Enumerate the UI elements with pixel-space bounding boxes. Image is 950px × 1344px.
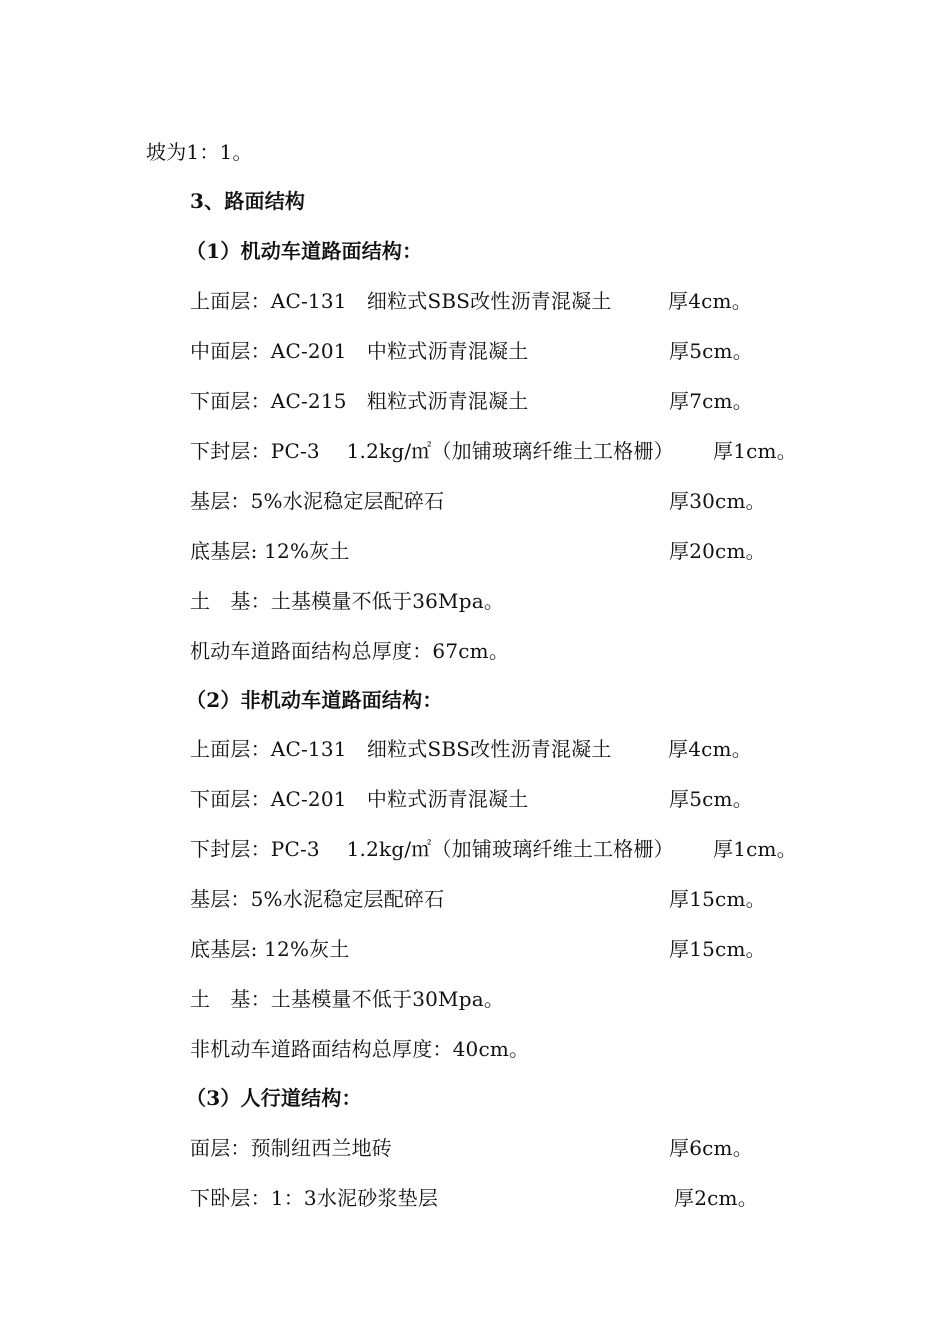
nonmotor-row-base-layer-thickness: 厚15cm。	[669, 887, 766, 911]
group-heading-motor-vehicle: （1）机动车道路面结构：	[186, 239, 423, 263]
nonmotor-row-lower-layer-thickness: 厚5cm。	[669, 787, 753, 811]
nonmotor-row-base-layer-label: 基层：5%水泥稳定层配碎石	[190, 887, 445, 911]
motor-row-seal-layer-thickness: 厚1cm。	[713, 439, 797, 463]
nonmotor-row-subbase-layer-label: 底基层: 12%灰土	[190, 937, 350, 961]
group-heading-sidewalk: （3）人行道结构：	[186, 1086, 362, 1110]
motor-row-seal-layer-label: 下封层：PC-3 1.2kg/㎡（加铺玻璃纤维土工格栅）	[190, 439, 674, 463]
motor-row-subbase-layer-label: 底基层: 12%灰土	[190, 539, 350, 563]
intro-text: 坡为1：1。	[146, 140, 253, 164]
nonmotor-row-seal-layer-label: 下封层：PC-3 1.2kg/㎡（加铺玻璃纤维土工格栅）	[190, 837, 674, 861]
motor-row-subbase-layer-thickness: 厚20cm。	[669, 539, 766, 563]
section-heading: 3、路面结构	[190, 189, 306, 213]
sidewalk-row-bedding-layer-thickness: 厚2cm。	[674, 1186, 758, 1210]
nonmotor-row-subgrade-label: 土 基：土基模量不低于30Mpa。	[190, 987, 505, 1011]
nonmotor-total-thickness: 非机动车道路面结构总厚度：40cm。	[190, 1037, 530, 1061]
nonmotor-row-upper-layer-label: 上面层：AC-131 细粒式SBS改性沥青混凝土	[190, 737, 612, 761]
nonmotor-row-subbase-layer-thickness: 厚15cm。	[669, 937, 766, 961]
motor-row-middle-layer-thickness: 厚5cm。	[669, 339, 753, 363]
sidewalk-row-bedding-layer-label: 下卧层：1：3水泥砂浆垫层	[190, 1186, 439, 1210]
nonmotor-row-upper-layer-thickness: 厚4cm。	[668, 737, 752, 761]
motor-row-base-layer-thickness: 厚30cm。	[669, 489, 766, 513]
nonmotor-row-lower-layer-label: 下面层：AC-201 中粒式沥青混凝土	[190, 787, 529, 811]
sidewalk-row-surface-layer-thickness: 厚6cm。	[669, 1136, 753, 1160]
motor-row-base-layer-label: 基层：5%水泥稳定层配碎石	[190, 489, 445, 513]
motor-row-lower-layer-label: 下面层：AC-215 粗粒式沥青混凝土	[190, 389, 529, 413]
motor-total-thickness: 机动车道路面结构总厚度：67cm。	[190, 639, 510, 663]
sidewalk-row-surface-layer-label: 面层：预制纽西兰地砖	[190, 1136, 392, 1160]
motor-row-middle-layer-label: 中面层：AC-201 中粒式沥青混凝土	[190, 339, 529, 363]
nonmotor-row-seal-layer-thickness: 厚1cm。	[713, 837, 797, 861]
motor-row-lower-layer-thickness: 厚7cm。	[669, 389, 753, 413]
motor-row-subgrade-label: 土 基：土基模量不低于36Mpa。	[190, 589, 505, 613]
motor-row-upper-layer-label: 上面层：AC-131 细粒式SBS改性沥青混凝土	[190, 289, 612, 313]
group-heading-non-motor-vehicle: （2）非机动车道路面结构：	[186, 688, 443, 712]
motor-row-upper-layer-thickness: 厚4cm。	[668, 289, 752, 313]
